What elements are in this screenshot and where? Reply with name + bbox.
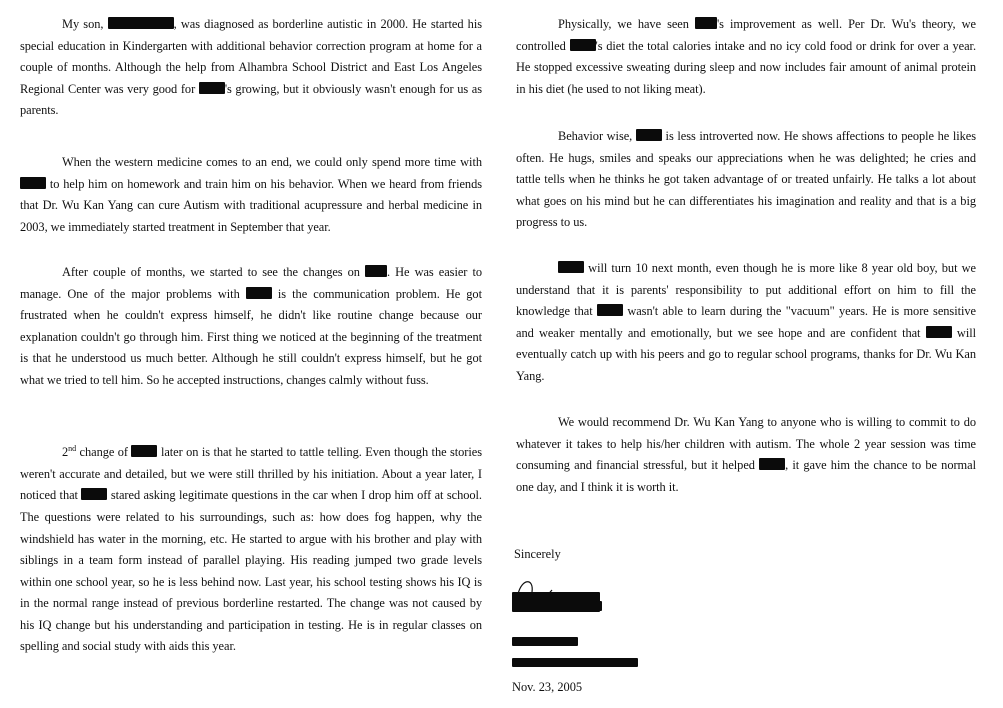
redacted-signature-tail bbox=[596, 601, 602, 611]
redacted-name bbox=[512, 637, 578, 646]
text-run: will turn 10 next month, even though he is more like 8 year old boy, but we understand that it is parents' responsibility to put additional effort on him to fill the knowledge that bbox=[516, 261, 976, 319]
text-run: change of bbox=[79, 445, 128, 460]
redacted-contact bbox=[512, 658, 638, 667]
redaction-bar bbox=[570, 39, 596, 51]
text-run: 's diet the total calories intake and no icy cold food or drink for over a year. He stopped excessive sweating during sleep and now includes fair amount of animal protein in his diet (he used to not liking meat). bbox=[516, 38, 976, 96]
redaction-bar bbox=[926, 326, 952, 338]
text-run: Behavior wise, bbox=[558, 129, 633, 143]
left-paragraph-1 bbox=[20, 14, 482, 122]
redaction-bar bbox=[597, 304, 623, 316]
text-run: stared asking legitimate questions in the car when I drop him off at school. The questions were related to his surroundings, such as: how does fog happen, why the windshield has water in the morning, etc. He started to argue with his brother and play with siblings in a team form instead of parallel playing. His reading jumped two grade levels within one school year, so he is less behind now. Last year, his school testing shows his IQ is in the normal range instead of previous borderline restarted. The change was not caused by his IQ change but his understanding and participation in testing. He is in regular classes on spelling and social study with aids this year. bbox=[20, 488, 482, 654]
redaction-bar bbox=[636, 129, 662, 141]
text-run: . He was easier to manage. One of the major problems with bbox=[20, 265, 482, 301]
right-paragraph-3 bbox=[516, 258, 976, 388]
text-run: to help him on homework and train him on his behavior. When we heard from friends that Dr. Wu Kan Yang can cure Autism with traditional acupressure and herbal medicine in 2003, we immediately started treatment in September that year. bbox=[20, 176, 482, 234]
text-run: My son, bbox=[62, 17, 104, 31]
text-run: Physically, we have seen bbox=[558, 17, 689, 31]
letter-date: Nov. 23, 2005 bbox=[512, 680, 583, 694]
closing-salutation: Sincerely bbox=[514, 547, 561, 561]
text-run: 's improvement as well. Per Dr. Wu's theory, we controlled bbox=[516, 17, 976, 53]
ordinal-number: 2 bbox=[62, 445, 69, 460]
ordinal-suffix: nd bbox=[68, 444, 77, 453]
redaction-bar bbox=[365, 265, 387, 277]
text-run: We would recommend Dr. Wu Kan Yang to anyone who is willing to commit to do whatever it takes to help his/her children with autism. The whole 2 year session was time consuming and financial stressful, but it helped bbox=[516, 415, 976, 473]
right-paragraph-4 bbox=[516, 412, 976, 498]
left-paragraph-2 bbox=[20, 152, 482, 238]
text-run: is less introverted now. He shows affections to people he likes often. He hugs, smiles and speaks our appreciations when he was delighted; he cries and tattle tells when he thinks he got taken advantage of or treated unfairly. He talks a lot about what goes on his mind but he can differentiates his imagination and reality and that is a big progress to us. bbox=[516, 129, 976, 230]
text-run: wasn't able to learn during the "vacuum" years. He is more sensitive and weaker mentally and emotionally, but we see hope and are confident that bbox=[516, 304, 976, 340]
redaction-bar bbox=[20, 177, 46, 189]
right-paragraph-1 bbox=[516, 14, 976, 100]
redaction-bar bbox=[199, 82, 225, 94]
redaction-bar bbox=[246, 287, 272, 299]
redacted-signature bbox=[512, 592, 600, 612]
text-run: 's growing, but it obviously wasn't enough for us as parents. bbox=[20, 81, 482, 118]
text-run: When the western medicine comes to an end, we could only spend more time with bbox=[62, 155, 482, 169]
text-run: later on is that he started to tattle telling. Even though the stories weren't accurate and detailed, but we were still thrilled by his initiation. About a year later, I noticed that bbox=[20, 445, 482, 503]
redaction-bar bbox=[695, 17, 717, 29]
right-paragraph-2 bbox=[516, 126, 976, 234]
redaction-bar bbox=[81, 488, 107, 500]
text-run: , was diagnosed as borderline autistic in 2000. He started his special education in Kindergarten with additional behavior correction program at home for a couple of months. Although the help from Alhambra School District and East Los Angeles Regional Center was very good for bbox=[20, 17, 482, 96]
redaction-bar bbox=[108, 17, 174, 29]
text-run: After couple of months, we started to see the changes on bbox=[62, 265, 360, 279]
redaction-bar bbox=[759, 458, 785, 470]
redaction-bar bbox=[558, 261, 584, 273]
redaction-bar bbox=[131, 445, 157, 457]
text-run: , it gave him the chance to be normal one day, and I think it is worth it. bbox=[516, 458, 976, 494]
text-run: will eventually catch up with his peers and go to regular school programs, thanks for Dr. Wu Kan Yang. bbox=[516, 325, 976, 383]
left-paragraph-4 bbox=[20, 438, 482, 658]
text-run: is the communication problem. He got frustrated when he couldn't express himself, he didn't like routine change because our explanation couldn't go through him. First thing we noticed at the beginning of the treatment is that he understood us much better. Although he still couldn't express himself, but he got what we tried to tell him. So he accepted instructions, changes calmly without fuss. bbox=[20, 286, 482, 387]
left-paragraph-3 bbox=[20, 262, 482, 392]
